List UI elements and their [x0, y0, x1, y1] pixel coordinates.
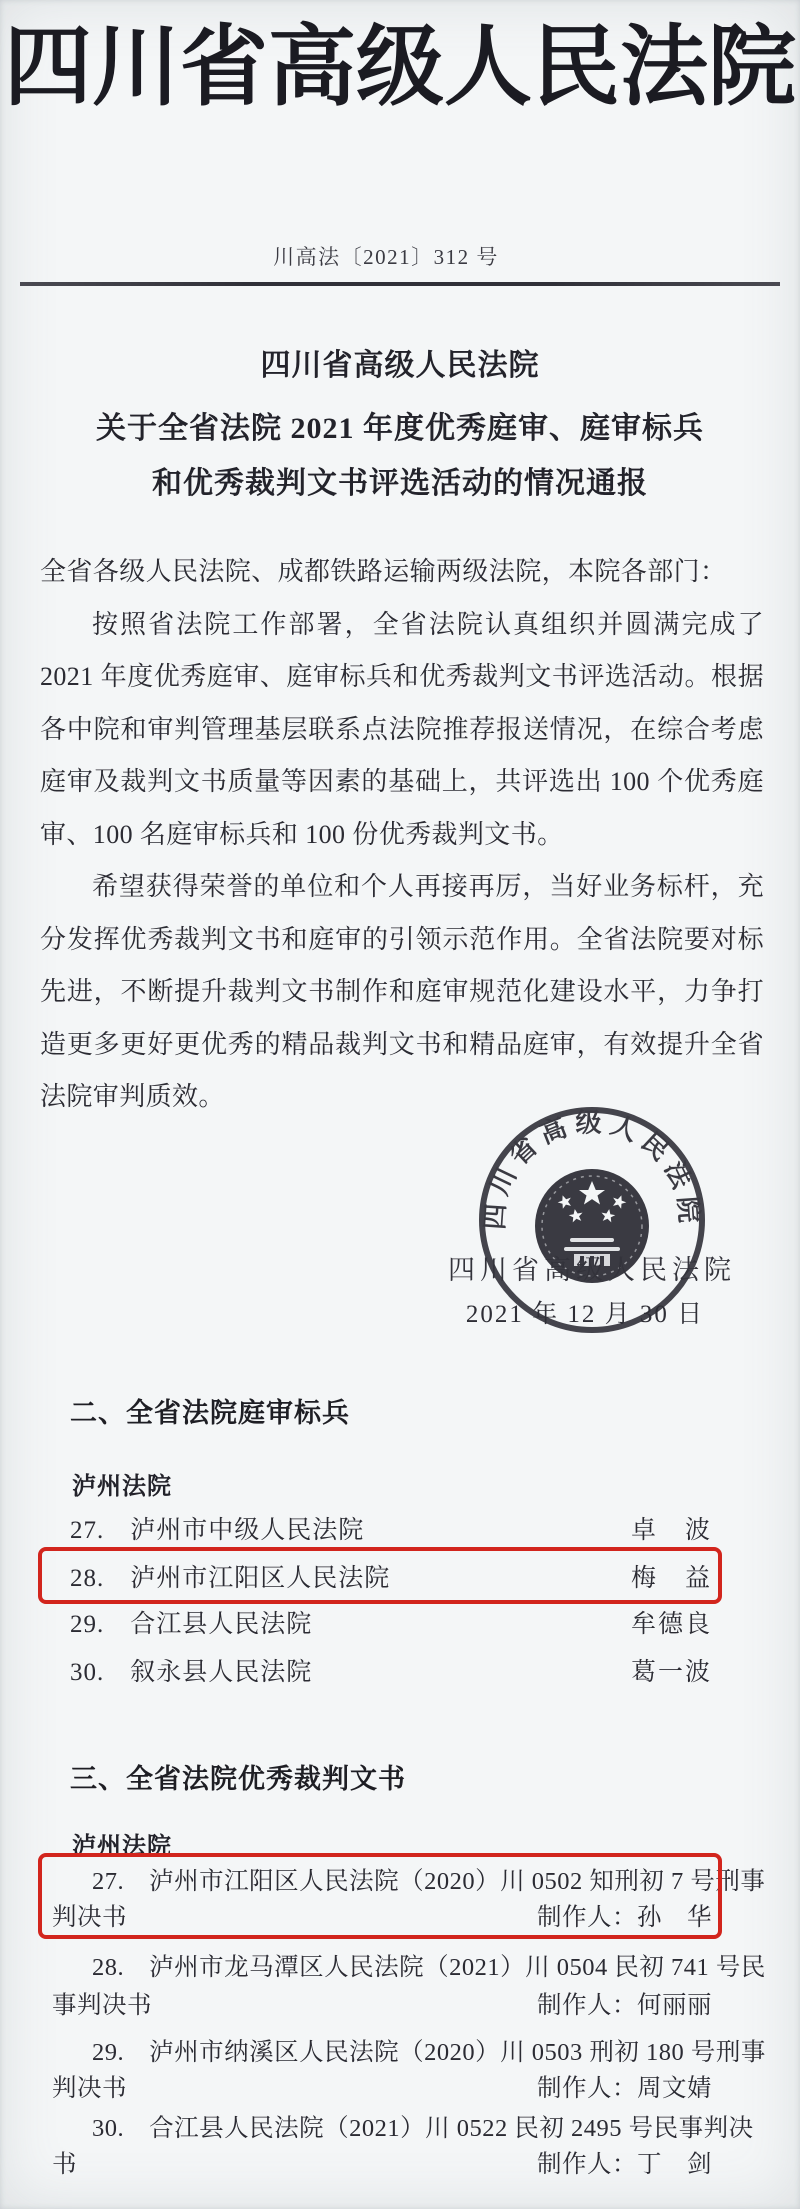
awardee-name: 梅 益	[630, 1565, 712, 1592]
maker-name: 制作人：丁 剑	[537, 2150, 712, 2178]
maker-name: 制作人：何丽丽	[537, 1991, 712, 2019]
notice-title-line-1: 四川省高级人民法院	[260, 349, 540, 382]
judgment-title-cont: 判决书	[52, 2074, 127, 2102]
court-name: 28. 泸州市江阳区人民法院	[70, 1565, 391, 1592]
section2-heading: 二、全省法院庭审标兵	[70, 1398, 350, 1428]
header-divider-rule	[20, 282, 780, 286]
judgment-title-cont: 判决书	[52, 1903, 127, 1931]
pacesetter-row-29	[70, 1606, 712, 1638]
judgment-title-cont: 书	[52, 2150, 77, 2178]
awardee-name: 牟德良	[630, 1611, 712, 1638]
maker-name: 制作人：孙 华	[537, 1903, 712, 1931]
awardee-name: 葛一波	[630, 1659, 712, 1686]
document-number: 川高法〔2021〕312 号	[273, 245, 499, 269]
court-masthead-title: 四川省高级人民法院	[3, 20, 796, 117]
judgment-item-29-line2	[52, 2071, 712, 2101]
issuing-authority-signature: 四川省高级人民法院	[448, 1255, 736, 1285]
body-paragraph-2: 希望获得荣誉的单位和个人再接再厉，当好业务标杆，充分发挥优秀裁判文书和庭审的引领示范作用。全省法院要对标先进，不断提升裁判文书制作和庭审规范化建设水平，力争打造更多更好更优秀的精品裁判文书和精品庭审，有效提升全省法院审判质效。	[40, 872, 764, 1111]
judgment-item-28-line1: 28. 泸州市龙马潭区人民法院（2021）川 0504 民初 741 号民	[92, 1954, 766, 1981]
judgment-item-30-line2	[52, 2147, 712, 2177]
court-name: 27. 泸州市中级人民法院	[70, 1517, 365, 1544]
addressee-line: 全省各级人民法院、成都铁路运输两级法院，本院各部门：	[40, 557, 727, 586]
notice-title-line-3: 和优秀裁判文书评选活动的情况通报	[152, 467, 648, 500]
judgment-item-30-line1: 30. 合江县人民法院（2021）川 0522 民初 2495 号民事判决	[92, 2115, 754, 2142]
pacesetter-row-28-highlighted	[70, 1560, 712, 1592]
court-name: 30. 叙永县人民法院	[70, 1659, 313, 1686]
awardee-name: 卓 波	[630, 1517, 712, 1544]
judgment-item-28-line2	[52, 1988, 712, 2018]
pacesetter-row-27	[70, 1512, 712, 1544]
pacesetter-row-30	[70, 1654, 712, 1686]
issue-date: 2021 年 12 月 30 日	[465, 1301, 705, 1328]
section2-subheading-luzhou: 泸州法院	[72, 1473, 172, 1500]
judgment-title-cont: 事判决书	[52, 1991, 152, 2019]
judgment-item-29-line1: 29. 泸州市纳溪区人民法院（2020）川 0503 刑初 180 号刑事	[92, 2039, 766, 2066]
svg-text:四川省高级人民法院: 四川省高级人民法院	[480, 1108, 704, 1231]
maker-name: 制作人：周文婧	[537, 2074, 712, 2102]
judgment-item-27-line1: 27. 泸州市江阳区人民法院（2020）川 0502 知刑初 7 号刑事	[92, 1868, 766, 1895]
body-paragraph-1: 按照省法院工作部署，全省法院认真组织并圆满完成了 2021 年度优秀庭审、庭审标兵和优秀裁判文书评选活动。根据各中院和审判管理基层联系点法院推荐报送情况，在综合考虑庭审及裁判文书质量等因素的基础上，共评选出 100 个优秀庭审、100 名庭审标兵和 100 份优秀裁判文书。	[40, 609, 764, 849]
judgment-item-27-line2	[52, 1900, 712, 1930]
section3-heading: 三、全省法院优秀裁判文书	[70, 1764, 406, 1794]
court-name: 29. 合江县人民法院	[70, 1611, 313, 1638]
notice-title-line-2: 关于全省法院 2021 年度优秀庭审、庭审标兵	[96, 412, 704, 445]
notice-body	[40, 546, 764, 1124]
section3-subheading-luzhou: 泸州法院	[72, 1833, 172, 1860]
